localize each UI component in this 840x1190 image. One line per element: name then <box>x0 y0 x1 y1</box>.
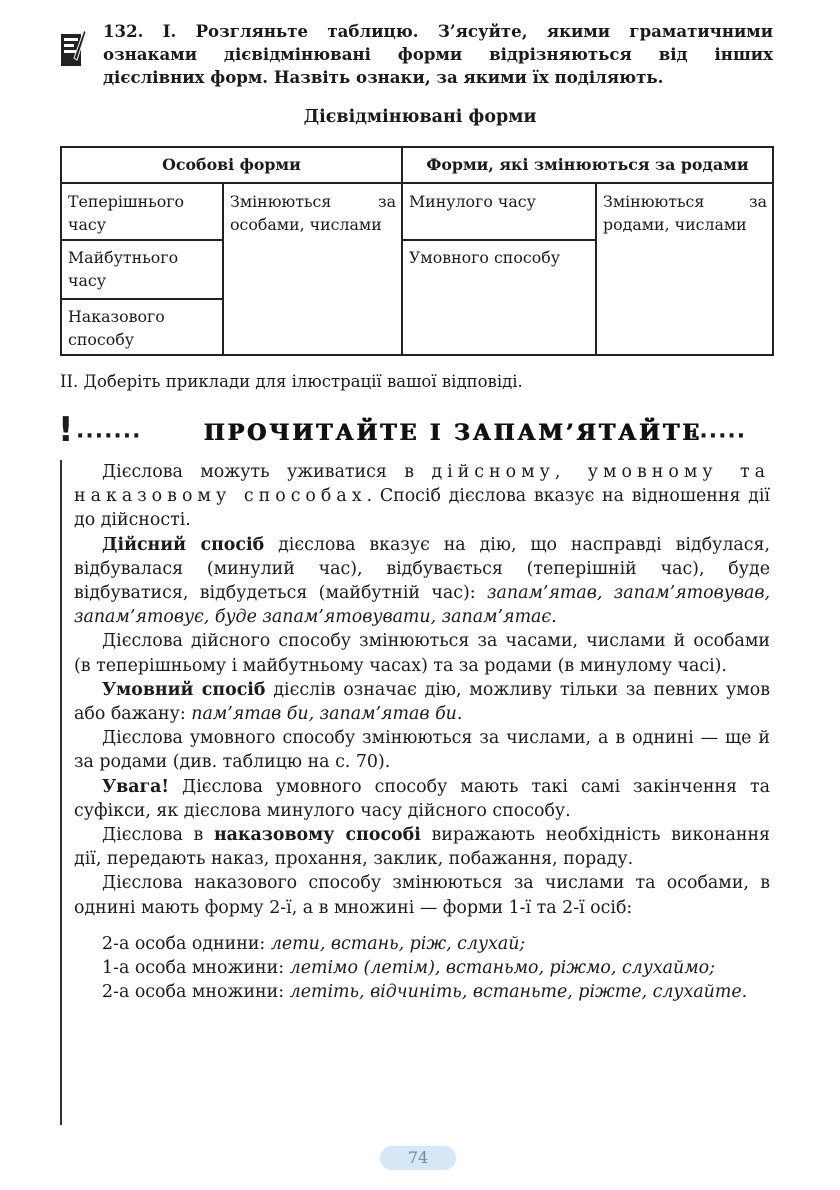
example-label: 2-а особа множини: <box>102 982 290 1003</box>
term-bold: наказовому способі <box>213 825 421 846</box>
example-italic: летіть, відчиніть, встаньте, ріжте, слухайте. <box>289 982 748 1003</box>
rule-text <box>74 460 770 1004</box>
rule-paragraph <box>74 823 770 871</box>
exercise-text <box>103 20 773 89</box>
cell-future-tense: Майбутнього часу <box>68 248 179 290</box>
example-line <box>74 980 770 1004</box>
rule-paragraph <box>74 678 770 726</box>
cell-conditional-mood: Умовного способу <box>409 248 561 267</box>
spacer <box>74 920 770 932</box>
example-label: 2-а особа однини: <box>102 933 271 954</box>
cell-left-change: Змінюються за особами, числами <box>230 192 396 234</box>
example-italic: лети, встань, ріж, слухай; <box>270 933 526 954</box>
banner-dots-left: ······· <box>76 424 142 449</box>
spaced-term: дійсному, умовному та наказовому способах <box>74 462 770 507</box>
rule-text-span: . Спосіб дієслова вказує на відношення дії до дійсності. <box>74 486 770 531</box>
rule-paragraph <box>74 533 770 630</box>
table-title: Дієвідмінювані форми <box>303 107 537 127</box>
verb-forms-table <box>60 146 774 356</box>
header-personal-forms: Особові форми <box>162 155 301 174</box>
rule-side-bar <box>60 460 62 1125</box>
rule-text-span: Дієслова в <box>102 825 214 846</box>
exercise-task: І. Розгляньте таблицю. З’ясуйте, якими граматичними ознаками дієвідмінювані форми відрізняються від інших дієслівних форм. Назвіть ознаки, за якими їх поділяють. <box>103 21 773 87</box>
example-italic: пам’ятав би, запам’ятав би. <box>191 704 463 725</box>
example-line <box>74 956 770 980</box>
term-bold: Умовний спосіб <box>102 679 266 700</box>
rule-paragraph <box>74 460 770 533</box>
rule-paragraph: Дієслова умовного способу змінюються за числами, а в однині — ще й за родами (див. таблицю на с. 70). <box>74 728 770 773</box>
banner-title: ПРОЧИТАЙТЕ І ЗАПАМ’ЯТАЙТЕ <box>203 420 703 446</box>
header-gender-forms: Форми, які змінюються за родами <box>426 155 749 174</box>
attention-bold: Увага! <box>102 776 170 797</box>
rule-text-span: виражають необхідність виконання дії, передають наказ, прохання, заклик, побажання, пораду. <box>74 825 771 870</box>
example-italic: запам’ятав, запам’ятовував, запам’ятовує, буде запам’ятовувати, запам’ятає. <box>74 583 770 628</box>
term-bold: Дійсний спосіб <box>102 534 265 555</box>
rule-text-span: Дієслова можуть уживатися в <box>102 462 432 482</box>
banner-dots-right: ······ <box>690 424 747 449</box>
example-italic: летімо (летім), встаньмо, ріжмо, слухаймо; <box>289 958 715 979</box>
example-line <box>74 932 770 956</box>
rule-paragraph: Дієслова наказового способу змінюються за числами та особами, в однині мають форму 2-ї, а в множині — форми 1-ї та 2-ї осіб: <box>74 873 770 918</box>
exercise-number: 132. <box>103 21 144 41</box>
example-label: 1-а особа множини: <box>102 958 290 979</box>
task-two: ІІ. Доберіть приклади для ілюстрації вашої відповіді. <box>60 372 523 391</box>
exclamation-icon: ! <box>58 410 74 450</box>
page-number: 74 <box>380 1146 456 1170</box>
rule-text-span: Дієслова умовного способу мають такі самі закінчення та суфікси, як дієслова минулого часу дійсного способу. <box>74 776 770 821</box>
rule-text-span: дієслів означає дію, можливу тільки за певних умов або бажану: <box>74 679 771 725</box>
rule-paragraph <box>74 775 770 823</box>
rule-text-span: дієслова вказує на дію, що насправді відбулася, відбувалася (минулий час), відбувається (теперішній час), буде відбуватися, відбудеться (майбутній час): <box>74 534 770 604</box>
cell-right-change: Змінюються за родами, числами <box>603 192 767 234</box>
read-remember-banner <box>58 412 774 452</box>
cell-imperative-mood: Наказового способу <box>68 307 165 349</box>
rule-paragraph: Дієслова дійсного способу змінюються за часами, числами й особами (в теперішньому і майбутньому часах) та за родами (в минулому часі). <box>74 631 770 676</box>
cell-present-tense: Теперішнього часу <box>68 192 185 234</box>
cell-past-tense: Минулого часу <box>409 192 536 211</box>
writing-exercise-icon <box>60 28 86 68</box>
